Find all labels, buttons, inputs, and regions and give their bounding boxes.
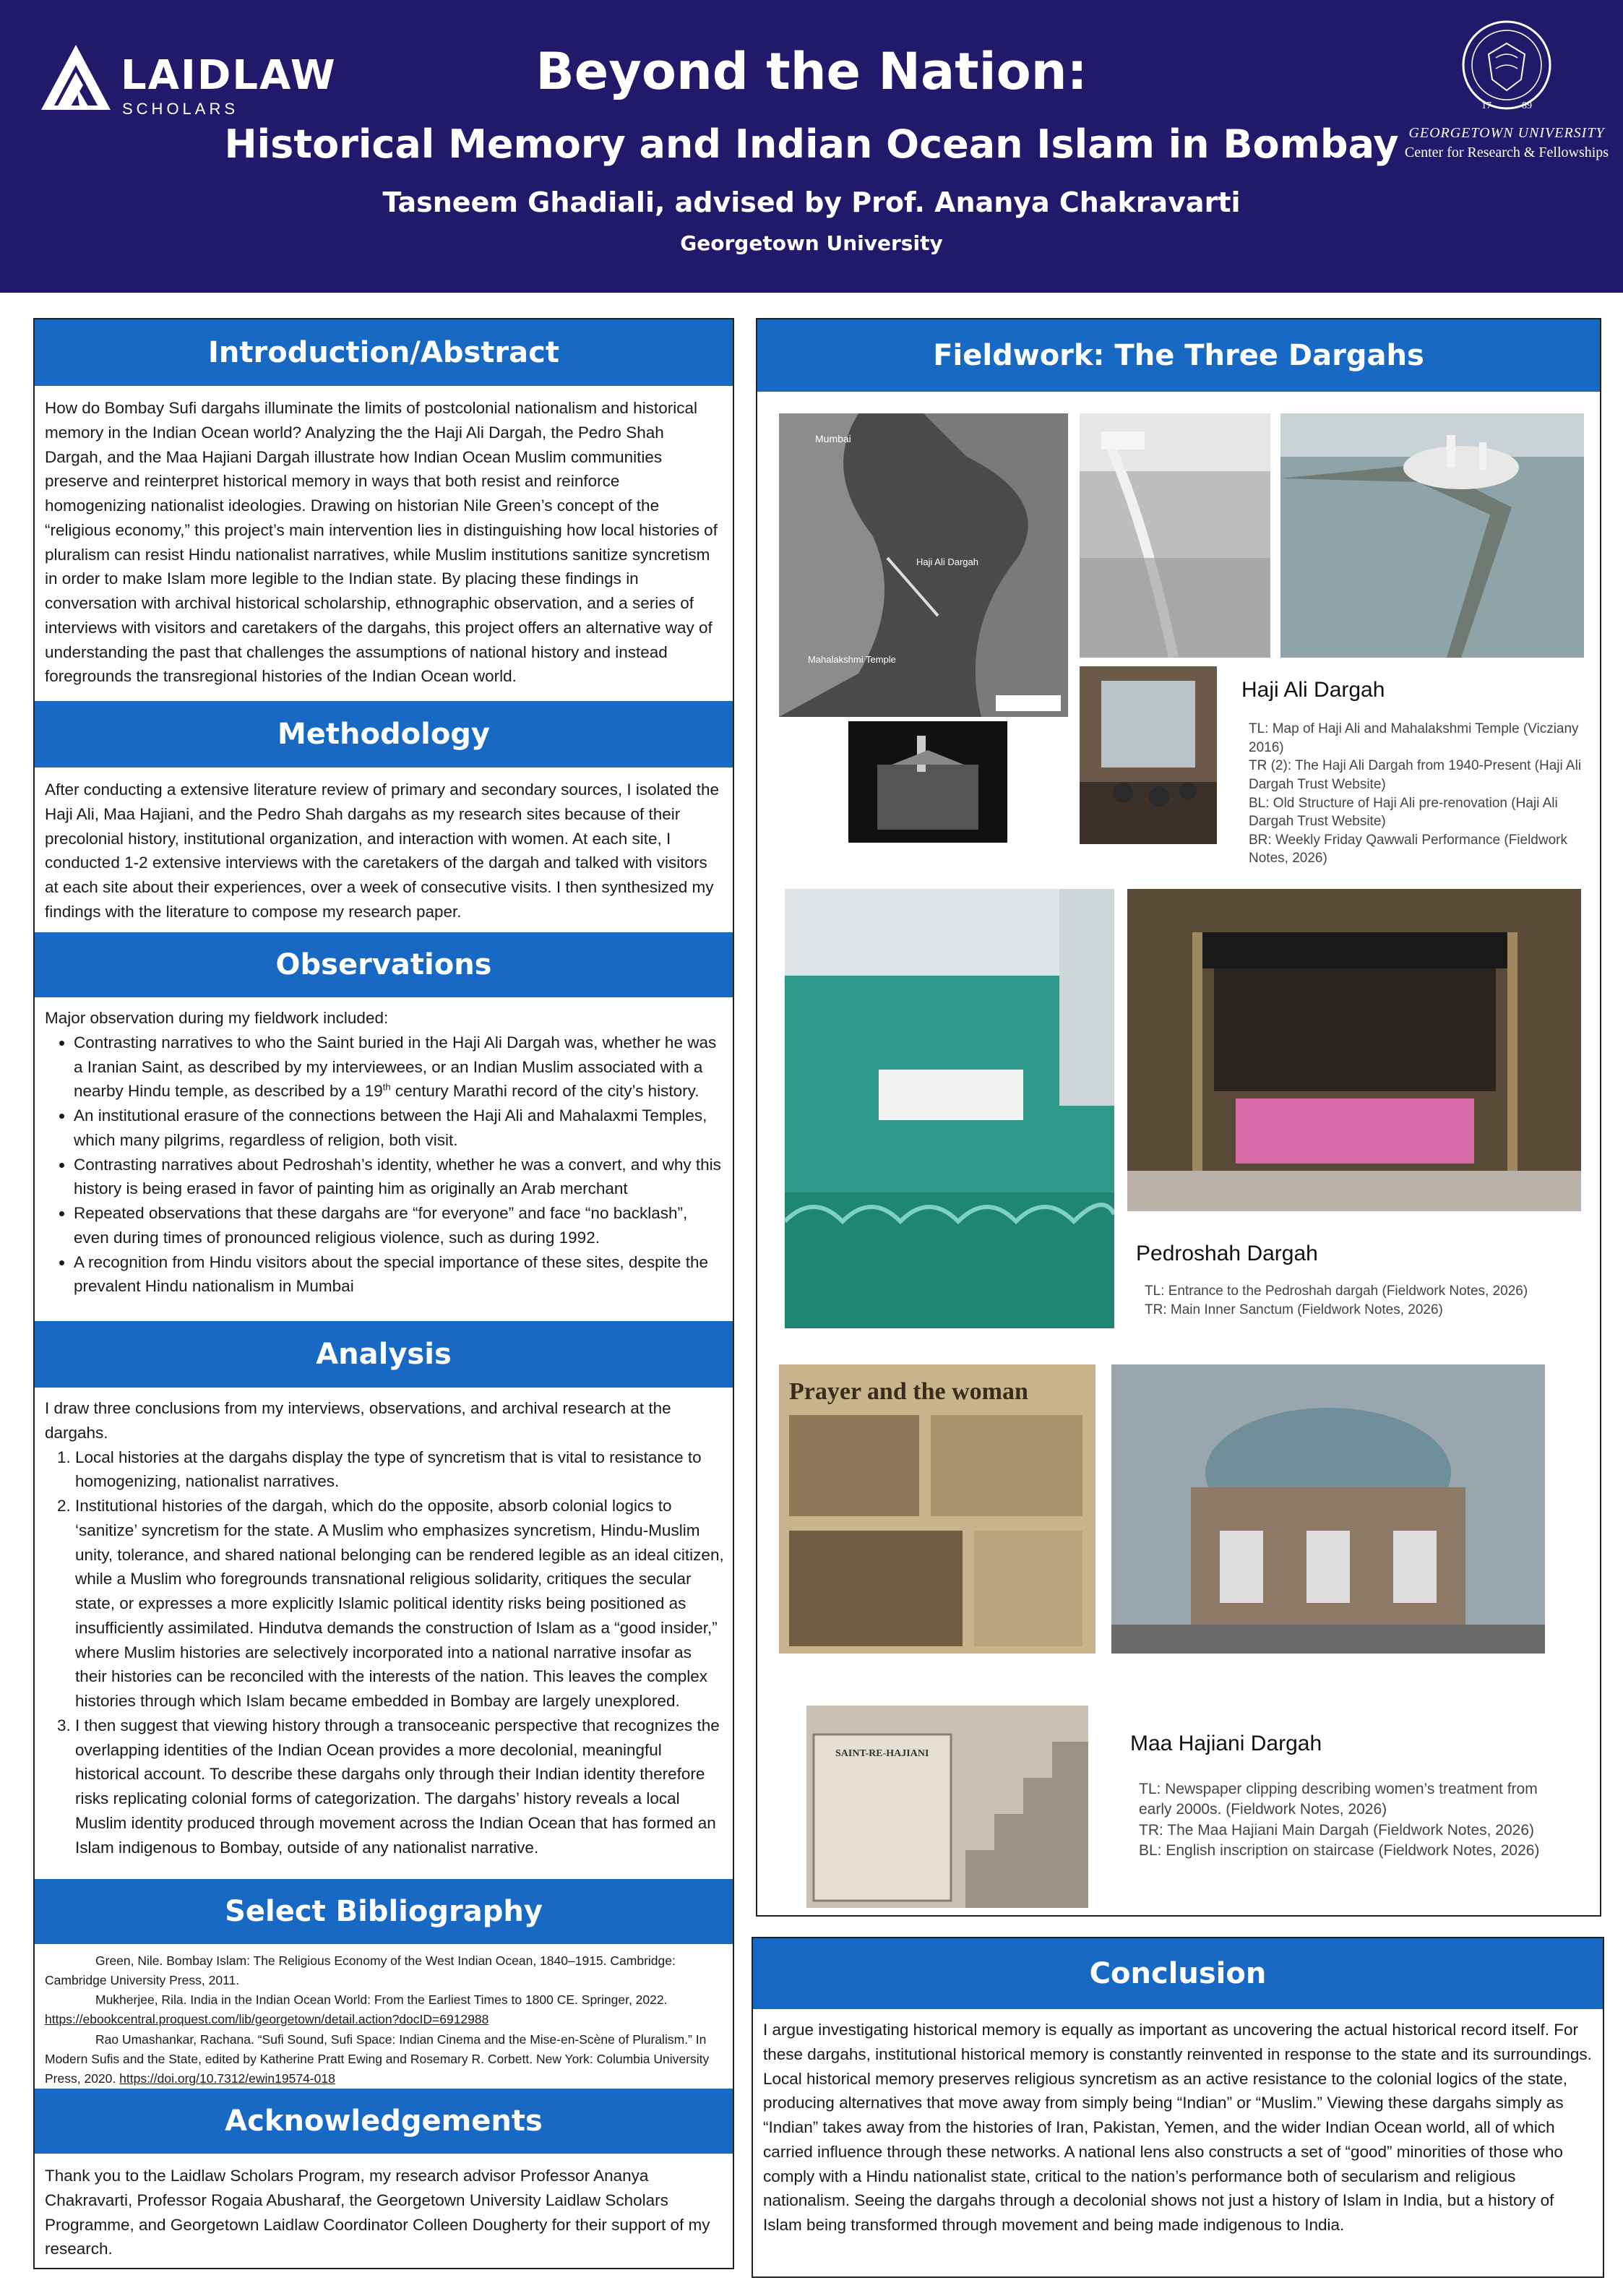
haji-ali-qawwali-photo <box>1080 666 1217 844</box>
observation-item-1a: Contrasting narratives to who the Saint buried in the Haji Ali Dargah was, whether he was a Iranian Saint, as described by my interviewees, or an Indian Muslim associated with a nearby Hindu temple, as described by a 19 <box>74 1033 717 1101</box>
observations-body <box>45 1006 724 1299</box>
maa-hajiani-inscription-photo <box>806 1706 1088 1908</box>
haji-ali-caption: BL: Old Structure of Haji Ali pre-renovation (Haji Ali Dargah Trust Website) <box>1249 795 1558 830</box>
haji-ali-caption: BR: Weekly Friday Qawwali Performance (Fieldwork Notes, 2026) <box>1249 832 1567 867</box>
bibliography-link[interactable]: https://doi.org/10.7312/ewin19574-018 <box>119 2071 335 2086</box>
haji-ali-captions <box>1249 720 1588 868</box>
maa-hajiani-dargah-photo <box>1111 1364 1545 1654</box>
conclusion-panel <box>752 1937 1604 2278</box>
haji-ali-map-image <box>779 413 1068 717</box>
acknowledgements-heading: Acknowledgements <box>35 2089 733 2154</box>
maa-hajiani-title: Maa Hajiani Dargah <box>1130 1732 1322 1755</box>
haji-ali-title: Haji Ali Dargah <box>1241 678 1385 702</box>
bibliography-entry-text: Mukherjee, Rila. India in the Indian Ocean World: From the Earliest Times to 1800 CE. Springer, 2022. <box>95 1992 668 2008</box>
observations-list <box>45 1031 724 1299</box>
pedroshah-entrance-photo <box>785 889 1114 1328</box>
laidlaw-logo-sub: SCHOLARS <box>122 100 239 118</box>
map-label-temple: Mahalakshmi Temple <box>808 654 896 665</box>
conclusion-body: I argue investigating historical memory is equally as important as uncovering the actual historical record itself. For these dargahs, institutional historical memory is constantly reinvented in response to the state and its surroundings. Local historical memory preserves religious syncretism as an active resistance to the colonial logics of the state, producing alternatives that move away from simply being “Indian” or “Muslim.” Viewing these dargahs simply as “Indian” takes away from the histories of Iran, Pakistan, Yemen, and the wider Indian Ocean world, all of which carried influence through these networks. A national lens also constructs a set of “good” minorities of those who comply with a Hindu nationalist state, critical to the nation’s performance both of secularism and religious nationalism. Seeing the dargahs through a decolonial shows not just a history of Islam in India, but a history of Islam being transformed through movement and being made indigenous to India. <box>763 2021 1592 2234</box>
maa-hajiani-captions <box>1139 1779 1544 1861</box>
inscription-heading: SAINT-RE-HAJIANI <box>835 1748 929 1759</box>
observation-item: • A recognition from Hindu visitors about the special importance of these sites, despite the prevalent Hindu nationalism in Mumbai <box>74 1250 724 1299</box>
introduction-body: How do Bombay Sufi dargahs illuminate the limits of postcolonial nationalism and historical memory in the Indian Ocean world? Analyzing the the Haji Ali Dargah, the Pedro Shah Dargah, and the Maa Hajiani Dargah illustrate how Indian Ocean Muslim communities preserve and reinterpret historical memory in ways that both resist and reinforce homogenizing nationalist ideologies. Drawing on historian Nile Green’s concept of the “religious economy,” this project’s main intervention lies in distinguishing how local histories of pluralism can resist Hindu nationalist narratives, while Muslim institutions sanitize syncretism in order to make Islam more legible to the Indian state. By placing these findings in conversation with archival historical scholarship, ethnographic observation, and a series of interviews with visitors and caretakers of the dargahs, this project offers an alternative way of understanding the past that challenges the assumptions of national history and instead foregrounds the transregional histories of the Indian Ocean world. <box>45 399 718 686</box>
analysis-item: 3. I then suggest that viewing history through a transoceanic perspective that recognizes the overlapping identities of the Indian Ocean provides a more decolonial, meaningful historical account. To describe these dargahs only through their Indian identity therefore risks replicating colonial forms of categorization. The dargahs’ history reveals a local Muslim identity produced through movement across the Indian Ocean that has formed an Islam indigenous to Bombay, outside of any nationalist narrative. <box>75 1714 724 1860</box>
haji-ali-historic-photo <box>1080 413 1270 658</box>
haji-ali-caption: TL: Map of Haji Ali and Mahalakshmi Temple (Vicziany 2016) <box>1249 721 1579 755</box>
bibliography-entry <box>45 2030 724 2089</box>
maa-hajiani-caption: TR: The Maa Hajiani Main Dargah (Fieldwork Notes, 2026) <box>1139 1821 1535 1839</box>
poster-title: Beyond the Nation: <box>535 42 1088 101</box>
bibliography-entry-text: Green, Nile. Bombay Islam: The Religious Economy of the West Indian Ocean, 1840–1915. Cambridge: Cambridge University Press, 2011. <box>45 1953 676 1988</box>
haji-ali-aerial-photo <box>1280 413 1584 658</box>
fieldwork-panel <box>756 318 1601 1917</box>
map-label-haji-ali: Haji Ali Dargah <box>916 556 978 567</box>
fieldwork-heading: Fieldwork: The Three Dargahs <box>757 319 1600 392</box>
haji-ali-old-structure-photo <box>848 721 1007 843</box>
methodology-heading: Methodology <box>35 701 733 768</box>
clipping-headline: Prayer and the woman <box>789 1378 1028 1405</box>
bibliography-entry-text: Rao Umashankar, Rachana. “Sufi Sound, Sufi Space: Indian Cinema and the Mise-en-Scène of Pluralism.” In Modern Sufis and the State, edited by Katherine Pratt Ewing and Rosemary R. Corbett. New York: Columbia University Press, 2020. <box>45 2031 710 2086</box>
analysis-body <box>45 1396 724 1859</box>
acknowledgements-body: Thank you to the Laidlaw Scholars Program, my research advisor Professor Ananya Chakravarti, Professor Rogaia Abusharaf, the Georgetown University Laidlaw Scholars Programme, and Georgetown Laidlaw Coordinator Colleen Dougherty for their support of my research. <box>45 2167 710 2258</box>
georgetown-seal-icon <box>1460 18 1554 119</box>
pedroshah-captions <box>1145 1282 1578 1319</box>
poster-header <box>0 0 1623 293</box>
pedroshah-caption: TR: Main Inner Sanctum (Fieldwork Notes, 2026) <box>1145 1302 1443 1317</box>
map-label-mumbai: Mumbai <box>815 433 851 444</box>
left-column-panel <box>33 318 734 2269</box>
georgetown-name: GEORGETOWN UNIVERSITY <box>1408 125 1605 141</box>
laidlaw-logo-name: LAIDLAW <box>121 52 337 99</box>
observation-item-1b: century Marathi record of the city’s history. <box>390 1082 699 1101</box>
bibliography-link[interactable]: https://ebookcentral.proquest.com/lib/georgetown/detail.action?docID=6912988 <box>45 2012 489 2027</box>
observations-heading: Observations <box>35 932 733 997</box>
haji-ali-caption: TR (2): The Haji Ali Dargah from 1940-Present (Haji Ali Dargah Trust Website) <box>1249 758 1582 792</box>
analysis-intro: I draw three conclusions from my interviews, observations, and archival research at the dargahs. <box>45 1399 671 1442</box>
georgetown-logo <box>1402 18 1611 177</box>
bibliography-entry <box>45 1951 724 1990</box>
methodology-body: After conducting a extensive literature review of primary and secondary sources, I isolated the Haji Ali, Maa Hajiani, and the Pedro Shah dargahs as my research sites because of their precolonial history, institutional organization, and interaction with women. At each site, I conducted 1-2 extensive interviews with the caretakers of the dargah and talked with visitors at each site about their experiences, over a week of consecutive visits. I then synthesized my findings with the literature to compose my research paper. <box>45 781 719 921</box>
observation-item: • Contrasting narratives about Pedroshah’s identity, whether he was a convert, and why this history is being erased in favor of painting him as originally an Arab merchant <box>74 1153 724 1202</box>
bibliography-body <box>45 1951 724 2089</box>
maa-hajiani-caption: TL: Newspaper clipping describing women’s treatment from early 2000s. (Fieldwork Notes, 2026) <box>1139 1781 1538 1818</box>
pedroshah-title: Pedroshah Dargah <box>1136 1242 1318 1265</box>
observation-item <box>74 1031 724 1104</box>
poster-subtitle: Historical Memory and Indian Ocean Islam in Bombay <box>224 121 1399 167</box>
analysis-item: 2. Institutional histories of the dargah, which do the opposite, absorb colonial logics to ‘sanitize’ syncretism for the state. A Muslim who emphasizes syncretism, Hindu-Muslim unity, tolerance, and shared national belonging can be rendered legible as an ideal citizen, while a Muslim who foregrounds transnational religious solidarity, critiques the secular state, or expresses a more explicitly Islamic political identity risks being positioned as insufficiently assimilated. Hindutva demands the construction of Islam as a “good insider,” where Muslim histories are selectively incorporated into a national narrative insofar as their histories can be reconciled with the interests of the nation. This leaves the complex histories through which Islam became embedded in Bombay are largely unexplored. <box>75 1494 724 1714</box>
observations-intro: Major observation during my fieldwork included: <box>45 1009 389 1027</box>
observation-item-1-sup: th <box>382 1081 391 1093</box>
analysis-heading: Analysis <box>35 1321 733 1388</box>
introduction-heading: Introduction/Abstract <box>35 319 733 386</box>
pedroshah-sanctum-photo <box>1127 889 1581 1211</box>
maa-hajiani-caption: BL: English inscription on staircase (Fieldwork Notes, 2026) <box>1139 1842 1540 1859</box>
pedroshah-caption: TL: Entrance to the Pedroshah dargah (Fieldwork Notes, 2026) <box>1145 1284 1528 1299</box>
poster-institution: Georgetown University <box>680 231 943 255</box>
bibliography-heading: Select Bibliography <box>35 1879 733 1944</box>
maa-hajiani-clipping-photo <box>779 1364 1095 1654</box>
seal-year-left: 17 <box>1481 100 1491 111</box>
observation-item: • Repeated observations that these dargahs are “for everyone” and face “no backlash”, even during times of pronounced religious violence, such as during 1992. <box>74 1201 724 1250</box>
observation-item: • An institutional erasure of the connections between the Haji Ali and Mahalaxmi Temples, which many pilgrims, regardless of religion, both visit. <box>74 1104 724 1153</box>
bibliography-entry <box>45 1990 724 2029</box>
poster-authors: Tasneem Ghadiali, advised by Prof. Ananya Chakravarti <box>382 186 1241 218</box>
analysis-item: 1. Local histories at the dargahs display the type of syncretism that is vital to resistance to homogenizing, nationalist narratives. <box>75 1445 724 1495</box>
seal-year-right: 89 <box>1522 100 1532 111</box>
georgetown-center: Center for Research & Fellowships <box>1404 145 1609 160</box>
analysis-list <box>45 1445 724 1860</box>
conclusion-heading: Conclusion <box>753 1938 1603 2009</box>
